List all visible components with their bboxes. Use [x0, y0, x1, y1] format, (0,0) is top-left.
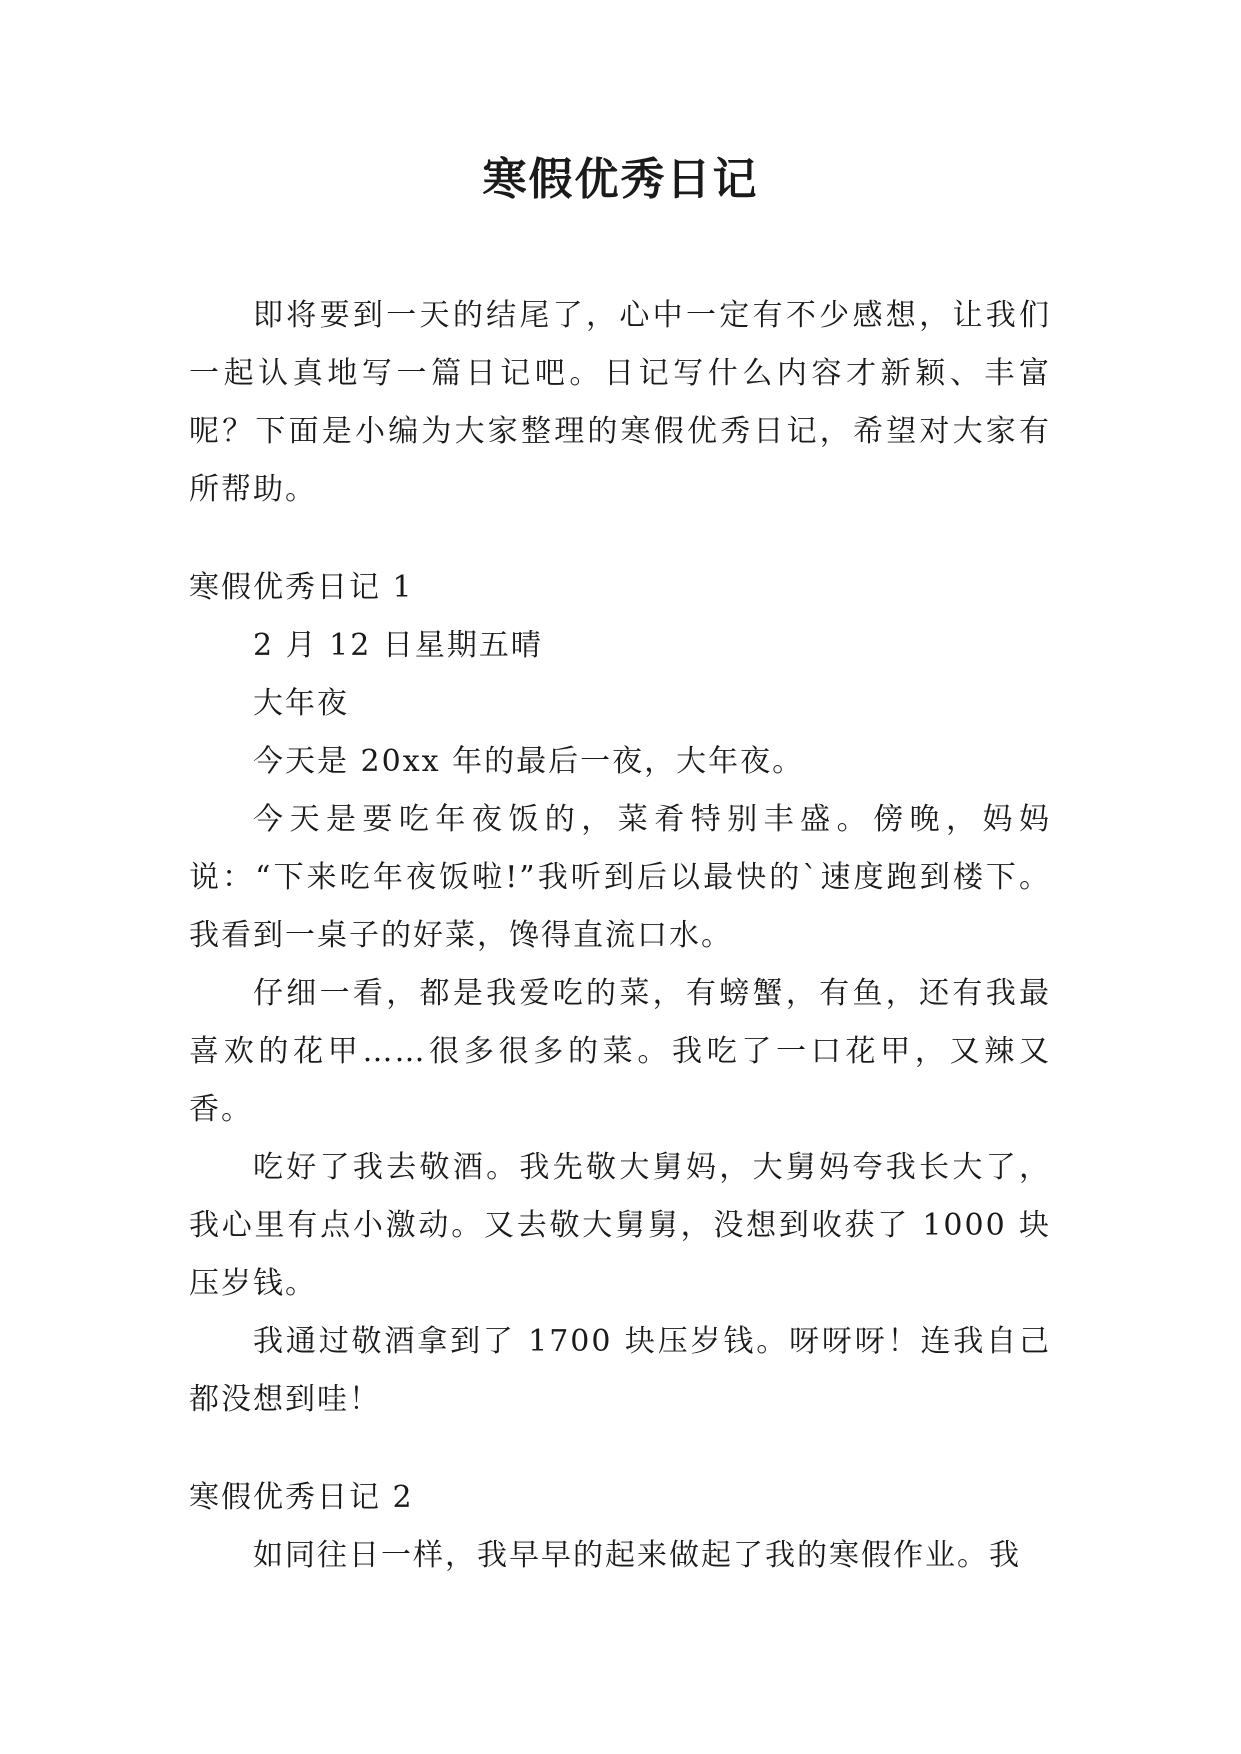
body-paragraph: 今天是 20xx 年的最后一夜，大年夜。	[253, 744, 805, 779]
intro-paragraph: 即将要到一天的结尾了，心中一定有不少感想，让我们一起认真地写一篇日记吧。日记写什么内容才新颖、丰富呢？下面是小编为大家整理的寒假优秀日记，希望对大家有所帮助。	[189, 298, 1051, 507]
section-heading-1: 寒假优秀日记 1	[189, 570, 414, 605]
diary-subtitle: 大年夜	[253, 686, 349, 721]
body-paragraph: 我通过敬酒拿到了 1700 块压岁钱。呀呀呀！连我自己都没想到哇！	[189, 1324, 1051, 1417]
body-paragraph: 吃好了我去敬酒。我先敬大舅妈，大舅妈夸我长大了，我心里有点小激动。又去敬大舅舅，没想到收获了 1000 块压岁钱。	[189, 1150, 1051, 1301]
section-heading-2: 寒假优秀日记 2	[189, 1480, 414, 1515]
body-paragraph: 今天是要吃年夜饭的，菜肴特别丰盛。傍晚，妈妈说：“下来吃年夜饭啦!”我听到后以最快的`速度跑到楼下。我看到一桌子的好菜，馋得直流口水。	[189, 802, 1051, 953]
body-paragraph: 如同往日一样，我早早的起来做起了我的寒假作业。我	[253, 1538, 1021, 1573]
body-paragraph: 仔细一看，都是我爱吃的菜，有螃蟹，有鱼，还有我最喜欢的花甲……很多很多的菜。我吃了一口花甲，又辣又香。	[189, 976, 1051, 1127]
section-spacer	[189, 519, 1051, 559]
section-spacer	[189, 1429, 1051, 1469]
document-body	[189, 287, 1051, 1585]
diary-date: 2 月 12 日星期五晴	[253, 628, 543, 663]
document-title: 寒假优秀日记	[482, 154, 759, 205]
